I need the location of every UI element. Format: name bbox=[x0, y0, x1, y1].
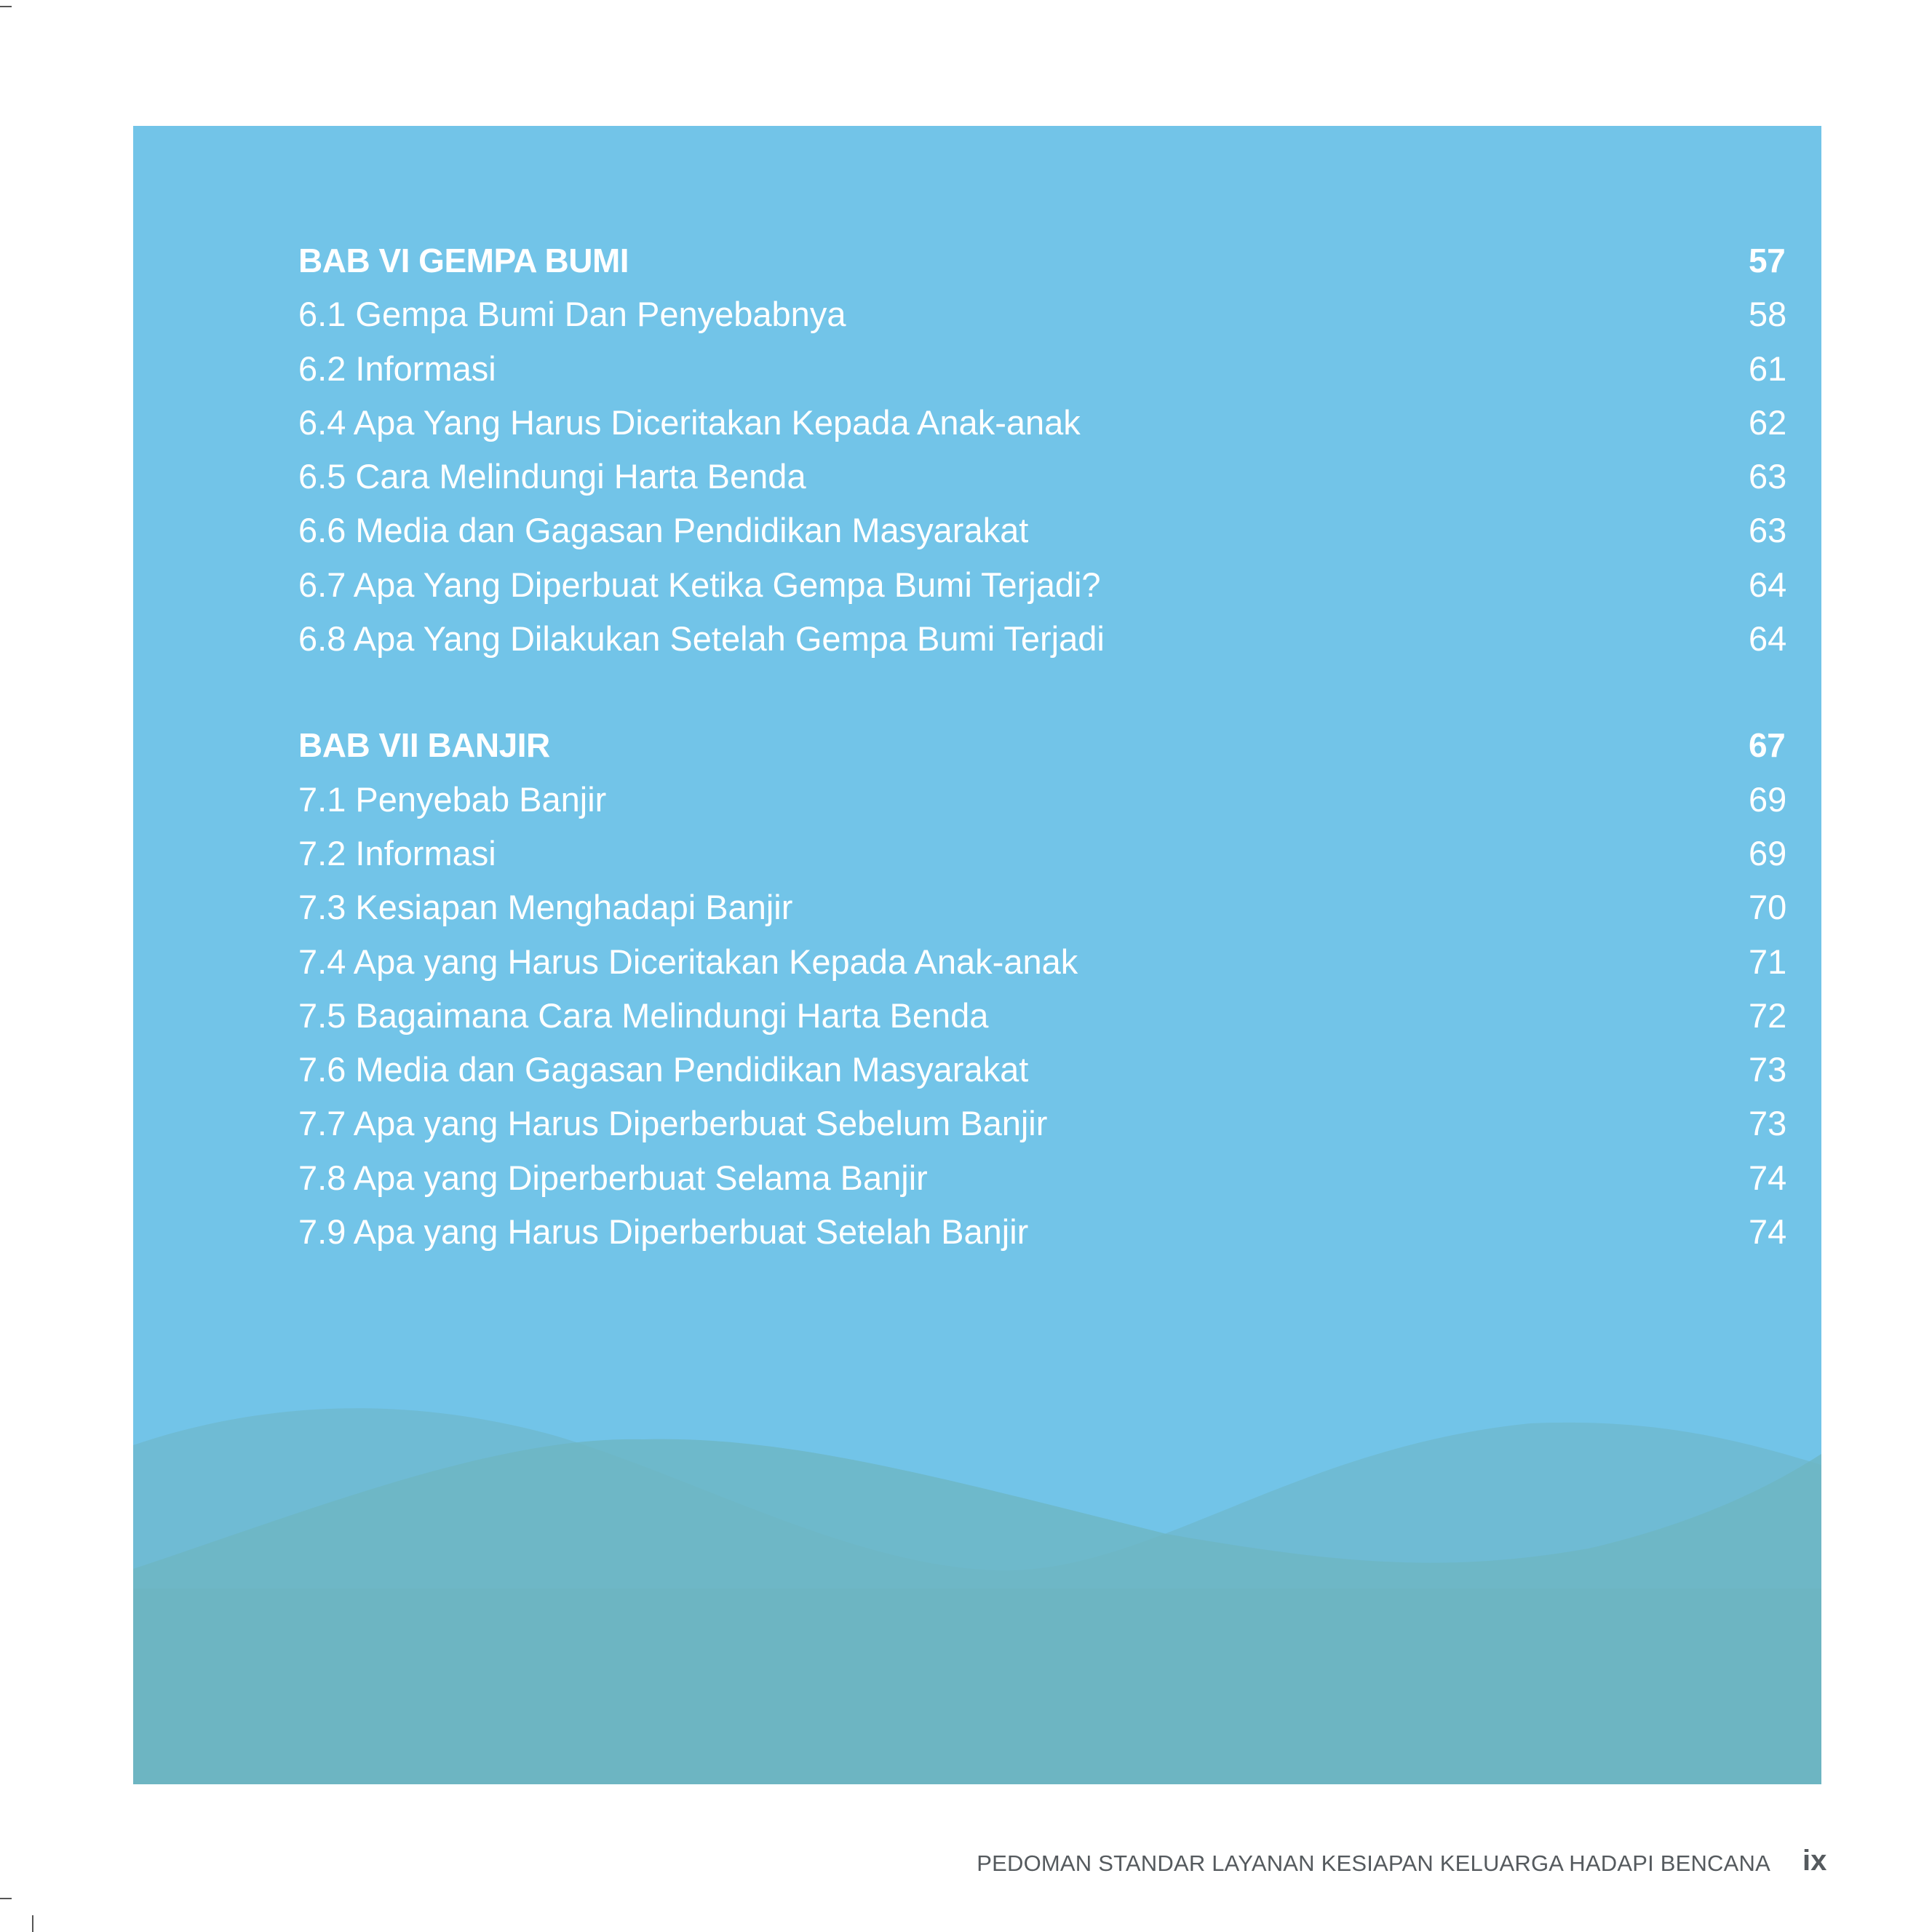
publication-title: PEDOMAN STANDAR LAYANAN KESIAPAN KELUARGA HADAPI BENCANA bbox=[977, 1850, 1770, 1876]
entry-title: 6.1 Gempa Bumi Dan Penyebabnya bbox=[298, 295, 846, 334]
entry-title: 7.3 Kesiapan Menghadapi Banjir bbox=[298, 888, 793, 927]
entry-page-number: 64 bbox=[1749, 565, 1787, 604]
page-number: ix bbox=[1802, 1845, 1827, 1877]
entry-page-number: 63 bbox=[1749, 457, 1787, 496]
entry-page-number: 73 bbox=[1749, 1050, 1787, 1089]
entry-title: 6.5 Cara Melindungi Harta Benda bbox=[298, 457, 806, 496]
crop-mark-bottom-left-h bbox=[0, 1898, 12, 1899]
crop-mark-bottom-left-v bbox=[32, 1915, 33, 1932]
entry-title: 7.9 Apa yang Harus Diperberbuat Setelah Banjir bbox=[298, 1212, 1029, 1252]
toc-entry[interactable] bbox=[298, 558, 1787, 612]
table-of-contents bbox=[298, 234, 1787, 1311]
entry-page-number: 71 bbox=[1749, 942, 1787, 981]
toc-entry[interactable] bbox=[298, 1043, 1787, 1097]
entry-title: 7.7 Apa yang Harus Diperberbuat Sebelum Banjir bbox=[298, 1104, 1048, 1143]
chapter-page-number: 67 bbox=[1749, 726, 1786, 765]
contents-panel bbox=[133, 126, 1821, 1784]
chapter-page-number: 57 bbox=[1749, 242, 1786, 279]
chapter-title: BAB VI GEMPA BUMI bbox=[298, 242, 629, 279]
wave-base bbox=[133, 1589, 1821, 1784]
entry-title: 7.1 Penyebab Banjir bbox=[298, 779, 607, 819]
toc-entry[interactable] bbox=[298, 612, 1787, 666]
toc-entry[interactable] bbox=[298, 935, 1787, 989]
entry-title: 6.7 Apa Yang Diperbuat Ketika Gempa Bumi Terjadi? bbox=[298, 565, 1101, 604]
entry-page-number: 62 bbox=[1749, 402, 1787, 442]
toc-entry[interactable] bbox=[298, 989, 1787, 1043]
page-footer bbox=[0, 1845, 1932, 1881]
entry-page-number: 74 bbox=[1749, 1212, 1787, 1252]
toc-entry[interactable] bbox=[298, 504, 1787, 557]
entry-page-number: 63 bbox=[1749, 511, 1787, 550]
toc-chapter-6 bbox=[298, 234, 1787, 666]
entry-title: 6.8 Apa Yang Dilakukan Setelah Gempa Bumi Terjadi bbox=[298, 619, 1105, 659]
entry-page-number: 74 bbox=[1749, 1158, 1787, 1197]
toc-chapter-7 bbox=[298, 718, 1787, 1259]
toc-entry[interactable] bbox=[298, 396, 1787, 450]
toc-entry[interactable] bbox=[298, 450, 1787, 504]
toc-entry[interactable] bbox=[298, 773, 1787, 827]
entry-title: 7.8 Apa yang Diperberbuat Selama Banjir bbox=[298, 1158, 928, 1197]
chapter-title: BAB VII BANJIR bbox=[298, 726, 550, 765]
entry-page-number: 69 bbox=[1749, 779, 1787, 819]
entry-title: 7.4 Apa yang Harus Diceritakan Kepada Anak-anak bbox=[298, 942, 1078, 981]
entry-title: 6.4 Apa Yang Harus Diceritakan Kepada Anak-anak bbox=[298, 402, 1081, 442]
entry-title: 6.6 Media dan Gagasan Pendidikan Masyarakat bbox=[298, 511, 1029, 550]
entry-page-number: 70 bbox=[1749, 888, 1787, 927]
entry-page-number: 61 bbox=[1749, 349, 1787, 388]
entry-page-number: 64 bbox=[1749, 619, 1787, 659]
entry-page-number: 73 bbox=[1749, 1104, 1787, 1143]
crop-mark-top-left bbox=[0, 6, 12, 7]
entry-title: 6.2 Informasi bbox=[298, 349, 496, 388]
toc-chapter-heading[interactable] bbox=[298, 234, 1786, 287]
toc-entry[interactable] bbox=[298, 1097, 1787, 1150]
entry-page-number: 72 bbox=[1749, 995, 1787, 1035]
toc-chapter-heading[interactable] bbox=[298, 718, 1786, 772]
entry-title: 7.6 Media dan Gagasan Pendidikan Masyarakat bbox=[298, 1050, 1029, 1089]
entry-title: 7.2 Informasi bbox=[298, 833, 496, 872]
toc-entry[interactable] bbox=[298, 1151, 1787, 1205]
entry-page-number: 69 bbox=[1749, 833, 1787, 872]
toc-entry[interactable] bbox=[298, 287, 1787, 341]
entry-title: 7.5 Bagaimana Cara Melindungi Harta Benda bbox=[298, 995, 989, 1035]
entry-page-number: 58 bbox=[1749, 295, 1787, 334]
toc-entry[interactable] bbox=[298, 1205, 1787, 1259]
toc-entry[interactable] bbox=[298, 827, 1787, 880]
toc-entry[interactable] bbox=[298, 880, 1787, 934]
toc-entry[interactable] bbox=[298, 342, 1787, 396]
